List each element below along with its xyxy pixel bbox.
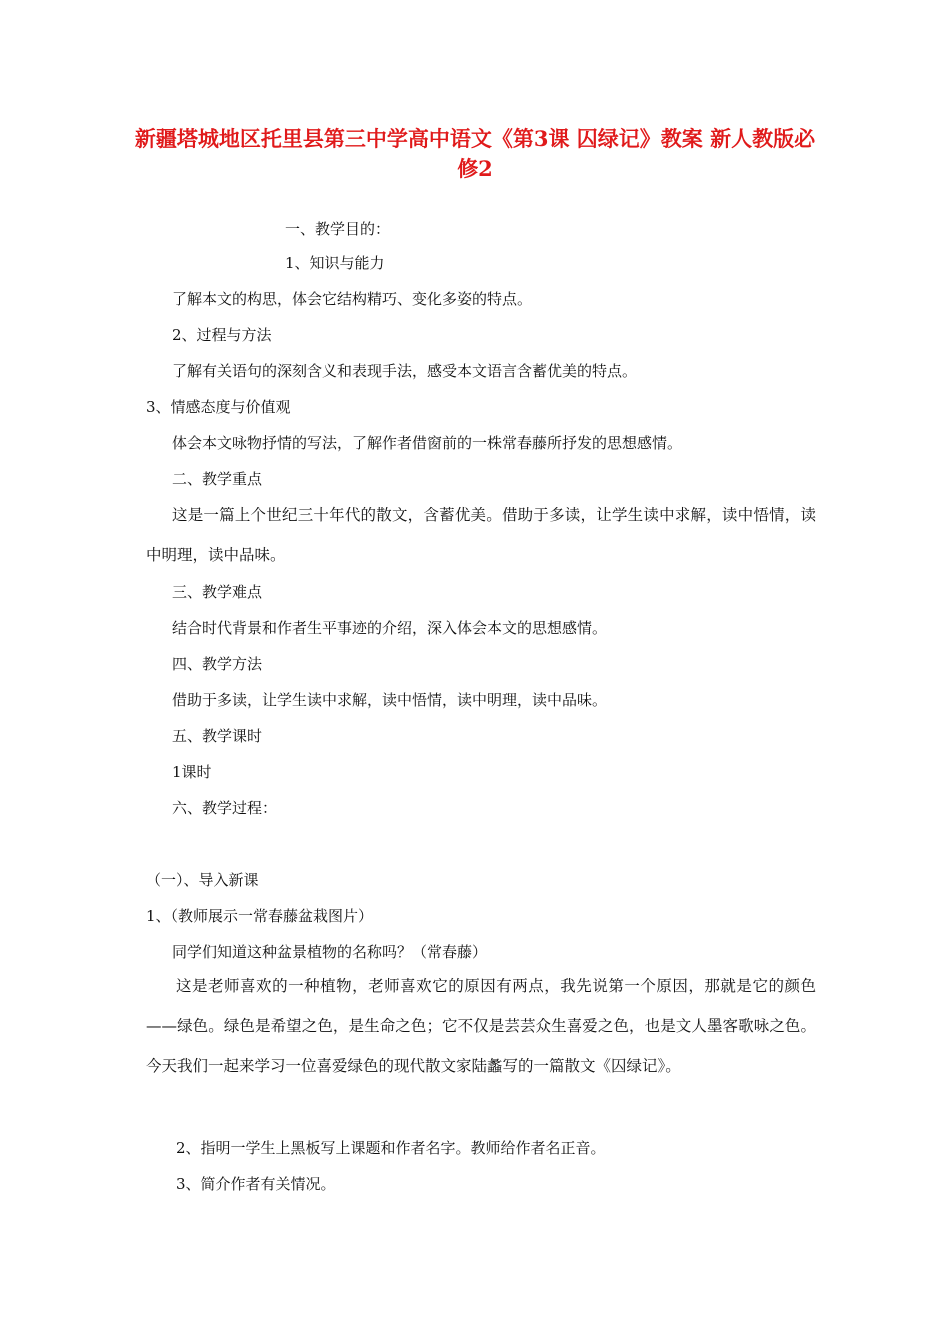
subheading-emotion-values: 3、情感态度与价值观 — [146, 398, 291, 416]
heading-teaching-objectives: 一、教学目的： — [285, 220, 391, 238]
step-1-show-picture: 1、（教师展示一常春藤盆栽图片） — [146, 907, 374, 925]
heading-class-hours: 五、教学课时 — [172, 727, 263, 745]
heading-teaching-focus: 二、教学重点 — [172, 470, 263, 488]
subheading-knowledge-ability: 1、知识与能力 — [285, 254, 385, 272]
paragraph-teaching-difficulty: 结合时代背景和作者生平事迹的介绍，深入体会本文的思想感情。 — [172, 619, 608, 637]
paragraph-teaching-method: 借助于多读，让学生读中求解，读中悟情，读中明理，读中品味。 — [172, 691, 608, 709]
paragraph-emotion-values: 体会本文咏物抒情的写法，了解作者借窗前的一株常春藤所抒发的思想感情。 — [172, 434, 683, 452]
subheading-process-method: 2、过程与方法 — [172, 326, 272, 344]
heading-teaching-method: 四、教学方法 — [172, 655, 263, 673]
heading-teaching-process: 六、教学过程： — [172, 799, 278, 817]
heading-introduction: （一）、导入新课 — [146, 871, 259, 889]
heading-teaching-difficulty: 三、教学难点 — [172, 583, 263, 601]
paragraph-question: 同学们知道这种盆景植物的名称吗？（常春藤） — [172, 943, 488, 961]
paragraph-process-method: 了解有关语句的深刻含义和表现手法，感受本文语言含蓄优美的特点。 — [172, 362, 638, 380]
step-3-author-intro: 3、简介作者有关情况。 — [176, 1175, 336, 1193]
step-2-blackboard: 2、指明一学生上黑板写上课题和作者名字。教师给作者名正音。 — [176, 1139, 606, 1157]
paragraph-knowledge-ability: 了解本文的构思，体会它结构精巧、变化多姿的特点。 — [172, 290, 533, 308]
paragraph-class-hours: 1课时 — [172, 763, 212, 781]
paragraph-green-intro: 这是老师喜欢的一种植物，老师喜欢它的原因有两点，我先说第一个原因，那就是它的颜色——绿色。绿色是希望之色，是生命之色；它不仅是芸芸众生喜爱之色，也是文人墨客歌咏之色。今天我们一起来学习一位喜爱绿色的现代散文家陆蠡写的一篇散文《囚绿记》。 — [146, 977, 816, 1075]
paragraph-teaching-focus: 这是一篇上个世纪三十年代的散文，含蓄优美。借助于多读，让学生读中求解，读中悟情，读中明理，读中品味。 — [146, 506, 816, 564]
document-title: 新疆塔城地区托里县第三中学高中语文《第3课 囚绿记》教案 新人教版必修2 — [134, 126, 816, 181]
